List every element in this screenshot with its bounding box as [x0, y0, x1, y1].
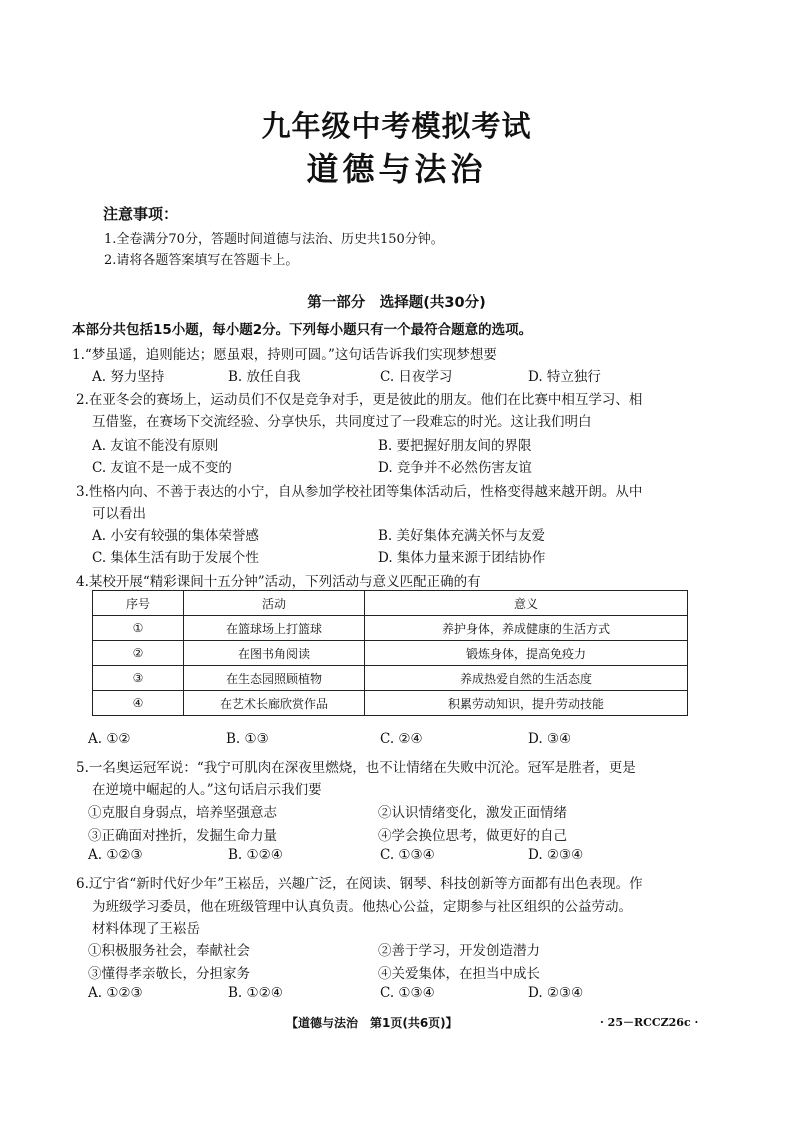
- table-header: 活动: [184, 591, 365, 616]
- q3-option-d: D. 集体力量来源于团结协作: [378, 550, 546, 566]
- table-cell: ①: [93, 616, 184, 641]
- table-row: [93, 691, 688, 716]
- table-cell: 在艺术长廊欣赏作品: [184, 691, 365, 716]
- q5-statement: ④学会换位思考，做更好的自己: [378, 828, 567, 844]
- table-cell: 养护身体，养成健康的生活方式: [365, 616, 688, 641]
- table-cell: 养成热爱自然的生活态度: [365, 666, 688, 691]
- q6-statement: ③懂得孝亲敬长，分担家务: [88, 966, 250, 982]
- notice-item: 1.全卷满分70分，答题时间道德与法治、历史共150分钟。: [104, 232, 444, 247]
- paper-code: · 25－RCCZ26c ·: [600, 1016, 699, 1029]
- table-cell: 在篮球场上打篮球: [184, 616, 365, 641]
- q3-option-a: A. 小安有较强的集体荣誉感: [92, 528, 259, 544]
- question-5-stem: 在逆境中崛起的人。”这句话启示我们要: [92, 782, 322, 798]
- q4-option-d: D. ③④: [528, 731, 572, 747]
- table-row: [93, 616, 688, 641]
- q2-option-c: C. 友谊不是一成不变的: [92, 460, 232, 476]
- question-6-stem: 材料体现了王崧岳: [92, 921, 200, 937]
- q1-option-b: B. 放任自我: [228, 369, 301, 385]
- table-header: 序号: [93, 591, 184, 616]
- q6-statement: ④关爱集体，在担当中成长: [378, 966, 540, 982]
- notice-heading: 注意事项：: [103, 205, 179, 223]
- question-4-stem: 4.某校开展“精彩课间十五分钟”活动，下列活动与意义匹配正确的有: [76, 574, 481, 590]
- question-5-stem: 5.一名奥运冠军说：“我宁可肌肉在深夜里燃烧，也不让情绪在失败中沉沦。冠军是胜者，更是: [76, 760, 636, 776]
- q4-option-a: A. ①②: [88, 731, 131, 747]
- table-cell: 在图书角阅读: [184, 641, 365, 666]
- activity-table: [92, 590, 688, 716]
- q6-option-d: D. ②③④: [528, 985, 584, 1001]
- question-2-stem: 2.在亚冬会的赛场上，运动员们不仅是竞争对手，更是彼此的朋友。他们在比赛中相互学习、相: [76, 392, 643, 408]
- q5-statement: ①克服自身弱点，培养坚强意志: [88, 805, 277, 821]
- exam-title: 九年级中考模拟考试: [261, 109, 532, 143]
- q2-option-b: B. 要把握好朋友间的界限: [378, 438, 532, 454]
- q3-option-b: B. 美好集体充满关怀与友爱: [378, 528, 546, 544]
- q6-option-a: A. ①②③: [88, 985, 143, 1001]
- q3-option-c: C. 集体生活有助于发展个性: [92, 550, 259, 566]
- question-6-stem: 为班级学习委员，他在班级管理中认真负责。他热心公益，定期参与社区组织的公益劳动。: [92, 899, 632, 915]
- table-row: [93, 641, 688, 666]
- q5-option-c: C. ①③④: [380, 847, 435, 863]
- q6-statement: ①积极服务社会，奉献社会: [88, 943, 250, 959]
- q1-option-a: A. 努力坚持: [92, 369, 165, 385]
- q5-option-a: A. ①②③: [88, 847, 143, 863]
- q5-statement: ③正确面对挫折，发掘生命力量: [88, 828, 277, 844]
- notice-item: 2.请将各题答案填写在答题卡上。: [104, 253, 299, 268]
- q5-option-d: D. ②③④: [528, 847, 584, 863]
- table-cell: ②: [93, 641, 184, 666]
- q1-option-c: C. 日夜学习: [380, 369, 453, 385]
- q1-option-d: D. 特立独行: [528, 369, 601, 385]
- q2-option-d: D. 竞争并不必然伤害友谊: [378, 460, 532, 476]
- table-cell: ③: [93, 666, 184, 691]
- table-cell: 在生态园照顾植物: [184, 666, 365, 691]
- q5-statement: ②认识情绪变化，激发正面情绪: [378, 805, 567, 821]
- table-row: [93, 666, 688, 691]
- question-2-stem: 互借鉴，在赛场下交流经验、分享快乐，共同度过了一段难忘的时光。这让我们明白: [92, 414, 592, 430]
- table-header: 意义: [365, 591, 688, 616]
- q4-option-c: C. ②④: [380, 731, 423, 747]
- subject-title: 道德与法治: [306, 150, 487, 188]
- q6-option-c: C. ①③④: [380, 985, 435, 1001]
- table-cell: 锻炼身体，提高免疫力: [365, 641, 688, 666]
- page-footer: 【道德与法治 第1页(共6页)】: [286, 1016, 458, 1030]
- q5-option-b: B. ①②④: [228, 847, 283, 863]
- table-header-row: [93, 591, 688, 616]
- table-cell: ④: [93, 691, 184, 716]
- question-3-stem: 3.性格内向、不善于表达的小宁，自从参加学校社团等集体活动后，性格变得越来越开朗。从中: [76, 484, 643, 500]
- question-1-stem: 1.“梦虽遥，追则能达；愿虽艰，持则可圆。”这句话告诉我们实现梦想要: [72, 347, 497, 363]
- q2-option-a: A. 友谊不能没有原则: [92, 438, 219, 454]
- q6-statement: ②善于学习，开发创造潜力: [378, 943, 540, 959]
- section-title: 第一部分 选择题(共30分): [307, 295, 486, 311]
- question-3-stem: 可以看出: [92, 506, 146, 522]
- q4-option-b: B. ①③: [226, 731, 269, 747]
- question-6-stem: 6.辽宁省“新时代好少年”王崧岳，兴趣广泛，在阅读、钢琴、科技创新等方面都有出色表现。作: [76, 876, 643, 892]
- q6-option-b: B. ①②④: [228, 985, 283, 1001]
- table-cell: 积累劳动知识，提升劳动技能: [365, 691, 688, 716]
- section-intro: 本部分共包括15小题，每小题2分。下列每小题只有一个最符合题意的选项。: [72, 322, 533, 338]
